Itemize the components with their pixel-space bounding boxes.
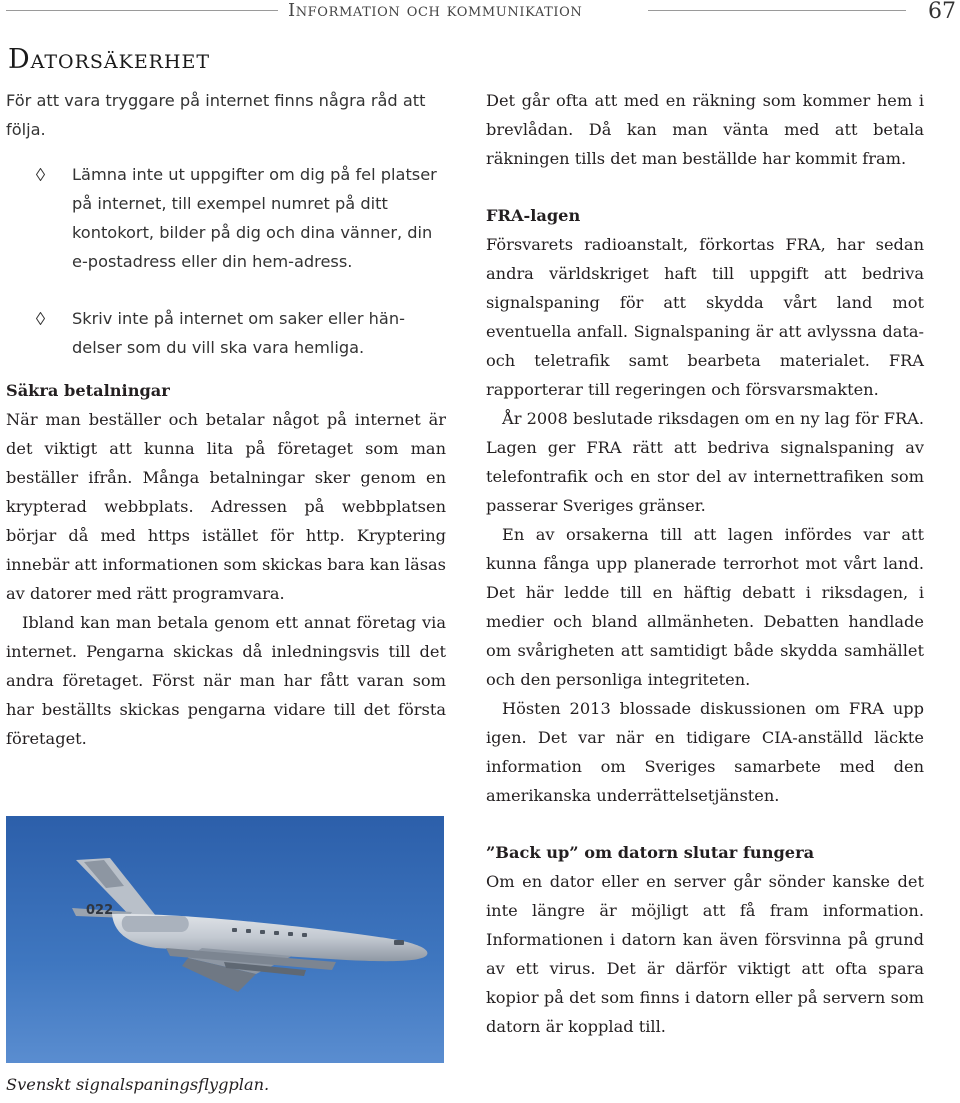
fra-paragraph: En av orsakerna till att lagen infördes var att kunna fånga upp planerade terrorhot mot vårt land. Det här ledde till en häftig debatt i riksdagen, i medier och bland allmänheten. Debatten handlade om svårigheten att samtidigt både skydda samhället och den personliga integriteten. (486, 525, 924, 689)
advice-item-text: Skriv inte på internet om saker eller hän-delser som du vill ska vara hemliga. (72, 309, 405, 357)
billing-paragraph: Det går ofta att med en räkning som kommer hem i brevlådan. Då kan man vänta med att betala räkningen tills det man beställde har kommit fram. (486, 91, 924, 168)
page-number: 67 (928, 0, 956, 24)
fra-paragraph: Hösten 2013 blossade diskussionen om FRA upp igen. Det var när en tidigare CIA-anställd läckte information om Sveriges samarbete med den amerikanska underrättelsetjänsten. (486, 699, 924, 805)
advice-list (6, 160, 446, 362)
aircraft-tail-number: 022 (86, 903, 114, 918)
left-column (6, 86, 446, 753)
fra-paragraph: År 2008 beslutade riksdagen om en ny lag för FRA. Lagen ger FRA rätt att bedriva signalspaning av telefontrafik och en stor del av internettrafiken som passerar Sveriges gränser. (486, 409, 924, 515)
aircraft-photo (6, 816, 444, 1063)
secure-payments-paragraph: Ibland kan man betala genom ett annat företag via internet. Pengarna skickas då inledningsvis till det andra företaget. Först när man har fått varan som har beställts skickas pengarna vidare till det första företaget. (6, 613, 446, 748)
intro-paragraph: För att vara tryggare på internet finns några råd att följa. (6, 91, 426, 139)
secure-payments-heading: Säkra betalningar (6, 381, 170, 400)
fra-heading: FRA-lagen (486, 206, 581, 225)
photo-caption: Svenskt signalspaningsflygplan. (6, 1075, 270, 1094)
secure-payments-paragraph: När man beställer och betalar något på internet är det viktigt att kunna lita på företaget som man beställer ifrån. Många betalningar sker genom en krypterad webbplats. Adressen på webbplatsen börjar då med https istället för http. Kryptering innebär att informationen som skickas bara kan läsas av datorer med rätt programvara. (6, 410, 446, 603)
header-rule-left (6, 10, 278, 11)
backup-paragraph: Om en dator eller en server går sönder kanske det inte längre är möjligt att få fram information. Informationen i datorn kan även försvinna på grund av ett virus. Det är därför viktigt att ofta spara kopior på det som finns i datorn eller på servern som datorn är kopplad till. (486, 872, 924, 1036)
advice-item (6, 160, 446, 276)
diamond-bullet-icon (36, 312, 45, 325)
diamond-bullet-icon (36, 168, 45, 181)
backup-heading: ”Back up” om datorn slutar fungera (486, 843, 815, 862)
advice-item-text: Lämna inte ut uppgifter om dig på fel platser på internet, till exempel numret på ditt kontokort, bilder på dig och dina vänner, din e-postadress eller din hem-adress. (72, 165, 437, 271)
fra-paragraph: Försvarets radioanstalt, förkortas FRA, har sedan andra världskriget haft till uppgift att bedriva signalspaning för att skydda vårt land mot eventuella anfall. Signalspaning är att avlyssna data- och teletrafik samt bearbeta materialet. FRA rapporterar till regeringen och försvarsmakten. (486, 235, 924, 399)
running-head: Information och kommunikation (288, 0, 583, 21)
advice-item (6, 304, 446, 362)
right-column (486, 86, 924, 1041)
header-rule-right (648, 10, 906, 11)
section-title: Datorsäkerhet (8, 44, 211, 75)
